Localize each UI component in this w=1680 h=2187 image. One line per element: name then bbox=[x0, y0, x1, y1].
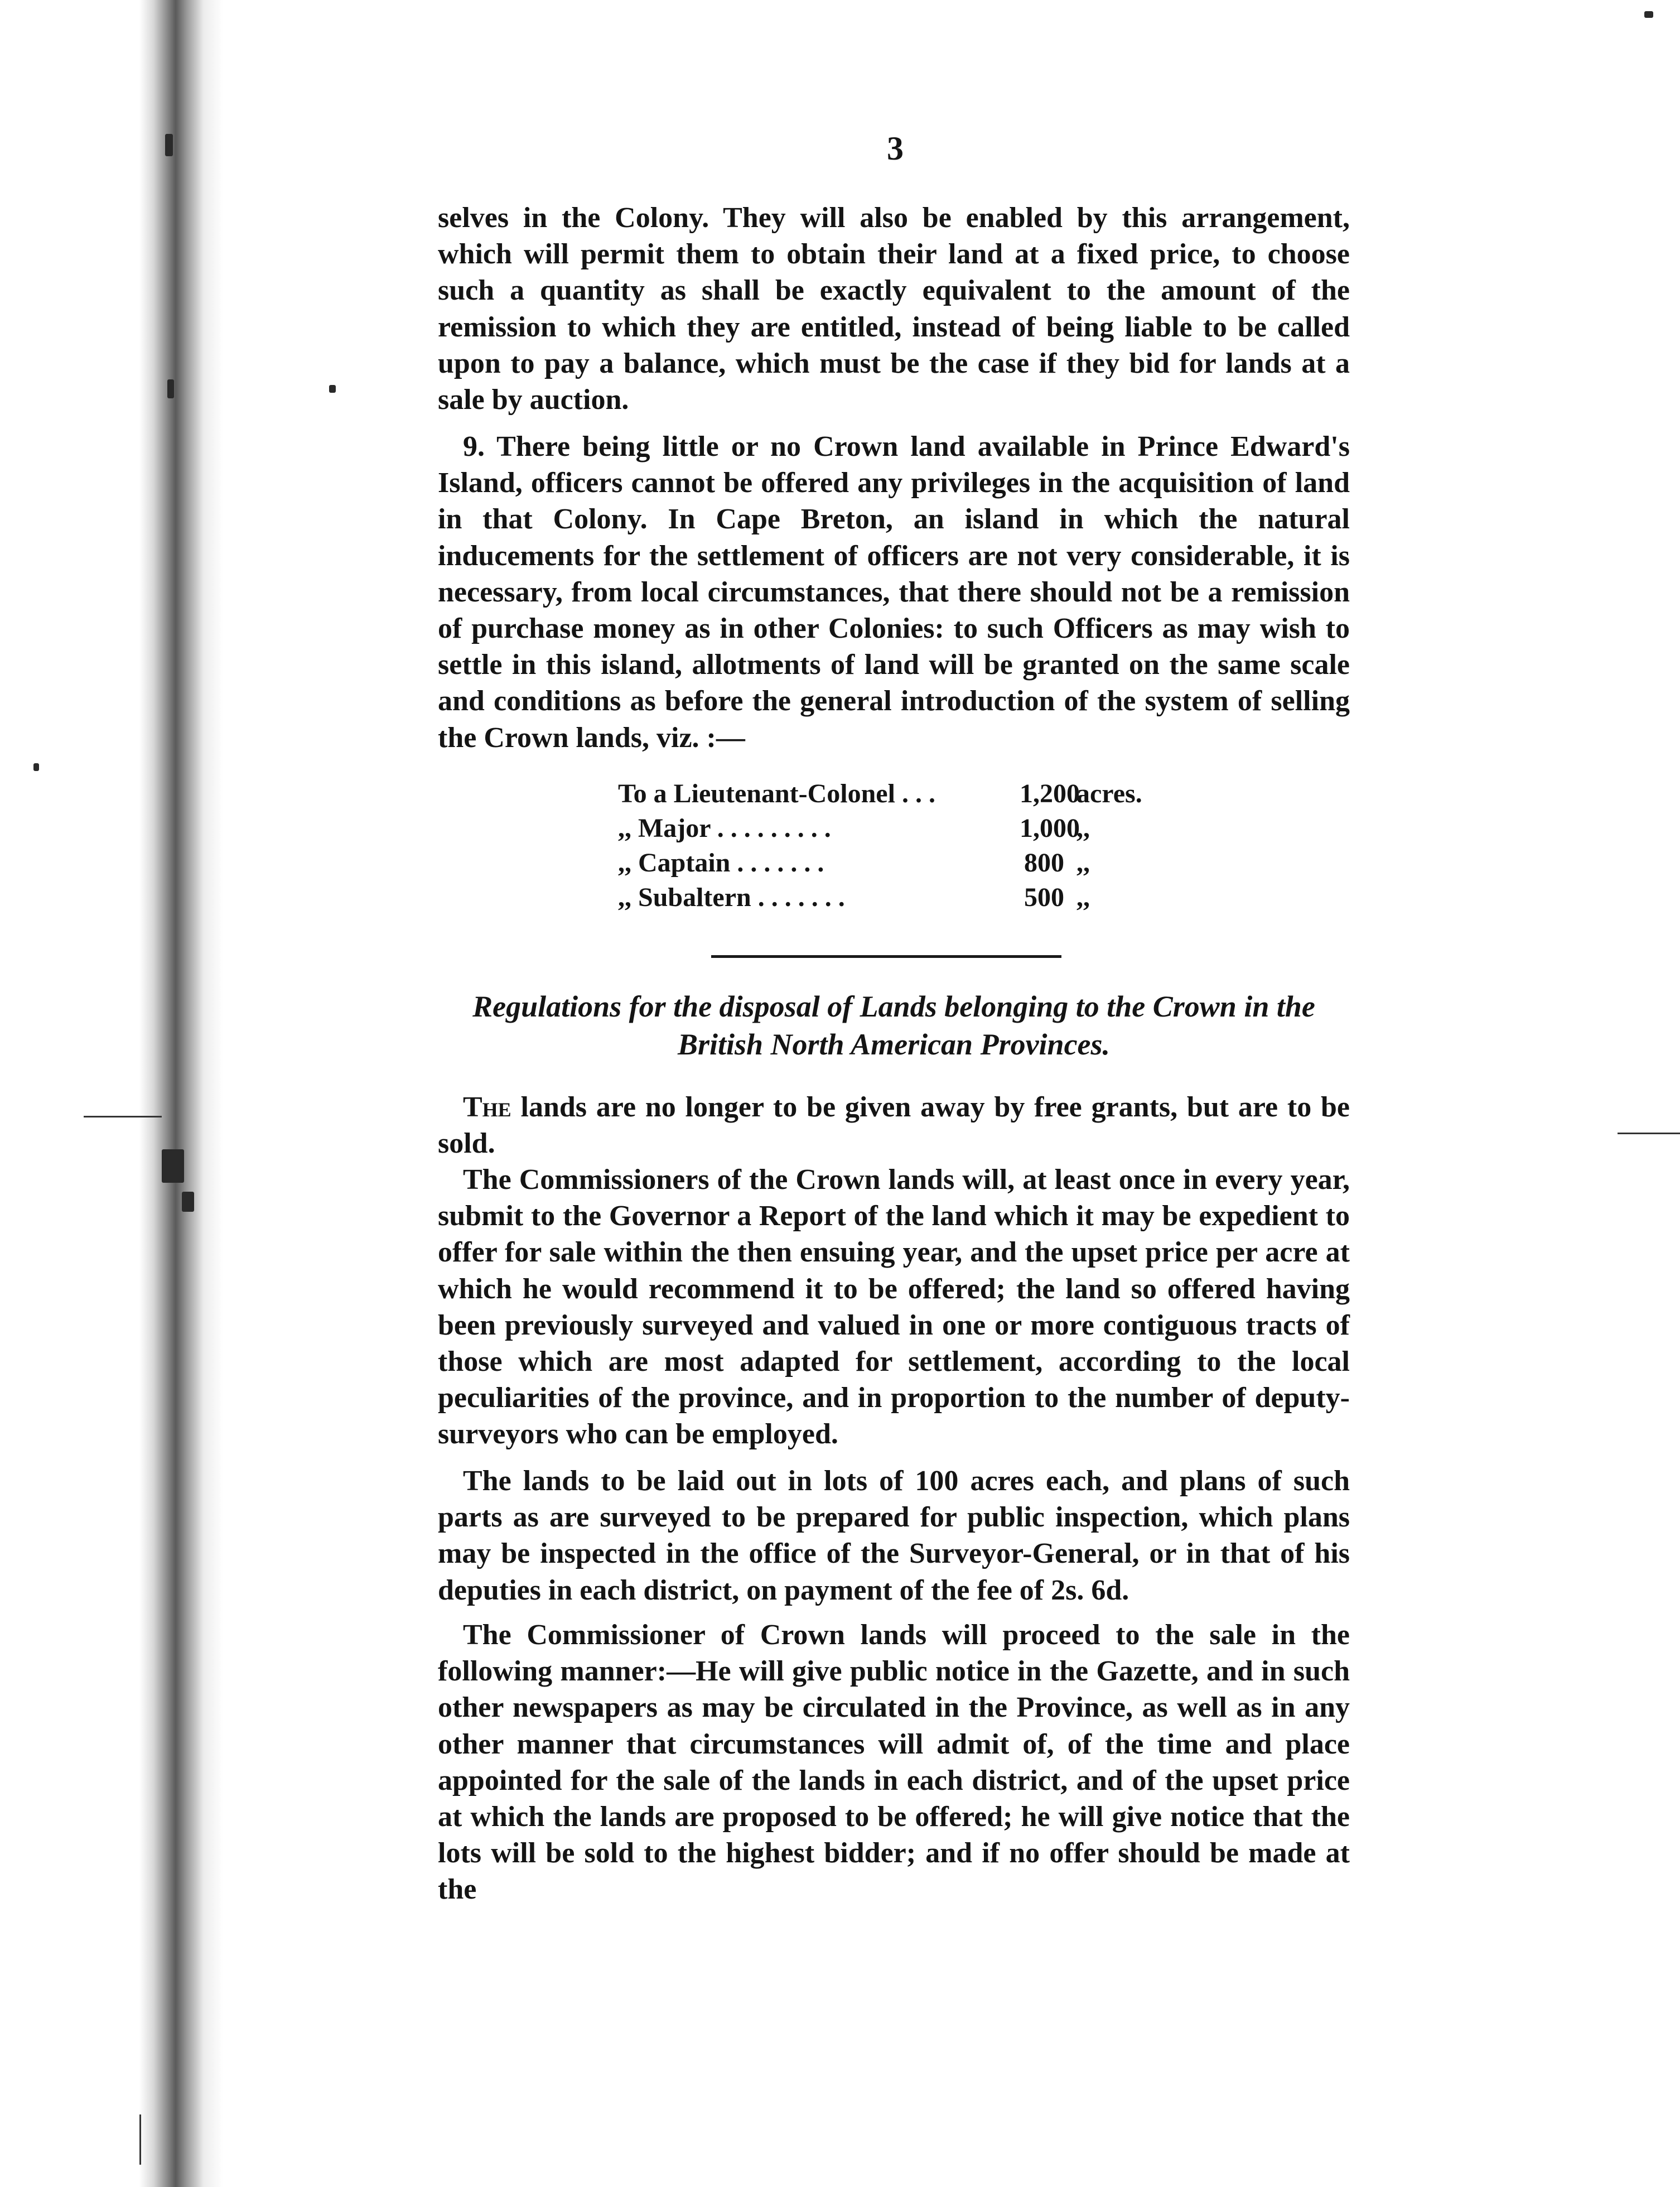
gutter-mark bbox=[162, 1149, 184, 1183]
rank-label: ,, Captain . . . . . . . bbox=[618, 848, 824, 878]
acres-value: 800 bbox=[1024, 848, 1064, 878]
scan-line bbox=[84, 1116, 162, 1117]
rank-label: ,, Major . . . . . . . . . bbox=[618, 813, 831, 843]
regulation-paragraph-2: The Commissioners of the Crown lands will, at least once in every year, submit to the Governor a Report of the land which it may be expedient to offer for sale within the then ensuing year, and the upset price per acre at which he would recommend it to be offered; the land so offered having been previously surveyed and valued in one or more contiguous tracts of those which are most adapted for settlement, according to the local peculiarities of the province, and in proportion to the number of deputy-surveyors who can be employed. bbox=[438, 1164, 1350, 1451]
paragraph-text: lands are no longer to be given away by free grants, but are to be sold. bbox=[438, 1091, 1350, 1160]
rank-label: ,, Subaltern . . . . . . . bbox=[618, 883, 845, 912]
gutter-mark bbox=[182, 1192, 194, 1212]
section-divider bbox=[711, 955, 1061, 958]
allotment-row bbox=[618, 777, 1177, 811]
regulation-paragraph-4: The Commissioner of Crown lands will proceed to the sale in the following manner:—He will give public notice in the Gazette, and in such other newspapers as may be circulated in the Province, as well as in any other manner that circumstances will admit of, of the time and place appointed for the sale of the lands in each district, and of the upset price at which the lands are proposed to be offered; he will give notice that the lots will be sold to the highest bidder; and if no offer should be made at the bbox=[438, 1619, 1350, 1906]
gutter-mark bbox=[329, 385, 336, 393]
acres-unit: ,, bbox=[1076, 813, 1090, 843]
acres-unit: ,, bbox=[1076, 883, 1090, 912]
acres-unit: ,, bbox=[1076, 848, 1090, 878]
rank-label: To a Lieutenant-Colonel . . . bbox=[618, 779, 935, 808]
binding-gutter bbox=[0, 0, 234, 2187]
acres-value: 1,000 bbox=[1020, 813, 1080, 843]
paragraph-continuation: selves in the Colony. They will also be enabled by this arrangement, which will permit them to obtain their land at a fixed price, to choose such a quantity as shall be exactly equivalent to the amount of the remission to which they are entitled, instead of being liable to be called upon to pay a balance, which must be the case if they bid for lands at a sale by auction. bbox=[438, 202, 1350, 416]
gutter-mark bbox=[1644, 11, 1653, 18]
allotment-row bbox=[618, 846, 1177, 880]
allotment-row bbox=[618, 880, 1177, 915]
section-heading: Regulations for the disposal of Lands belonging to the Crown in the British North American Provinces. bbox=[472, 990, 1315, 1061]
gutter-mark bbox=[167, 379, 174, 398]
acres-value: 500 bbox=[1024, 883, 1064, 912]
scan-line bbox=[139, 2114, 141, 2165]
drop-word: The bbox=[463, 1091, 511, 1123]
acres-value: 1,200 bbox=[1020, 779, 1080, 808]
acres-unit: acres. bbox=[1076, 779, 1142, 808]
paragraph-9: 9. There being little or no Crown land available in Prince Edward's Island, officers cannot be offered any privileges in the acquisition of land in that Colony. In Cape Breton, an island in which the natural inducements for the settlement of officers are not very considerable, it is necessary, from local circumstances, that there should not be a remission of purchase money as in other Colonies: to such Officers as may wish to settle in this island, allotments of land will be granted on the same scale and conditions as before the general introduction of the system of selling the Crown lands, viz. :— bbox=[438, 431, 1350, 754]
gutter-mark bbox=[165, 134, 173, 156]
allotment-row bbox=[618, 811, 1177, 846]
regulation-paragraph-3: The lands to be laid out in lots of 100 acres each, and plans of such parts as are surveyed to be prepared for public inspection, which plans may be inspected in the office of the Surveyor-General, or in that of his deputies in each district, on payment of the fee of 2s. 6d. bbox=[438, 1465, 1350, 1606]
regulation-paragraph-1 bbox=[438, 1089, 1350, 1162]
page-number: 3 bbox=[887, 130, 904, 167]
allotment-table bbox=[618, 777, 1177, 915]
scan-line bbox=[1618, 1133, 1680, 1134]
gutter-mark bbox=[33, 763, 39, 771]
